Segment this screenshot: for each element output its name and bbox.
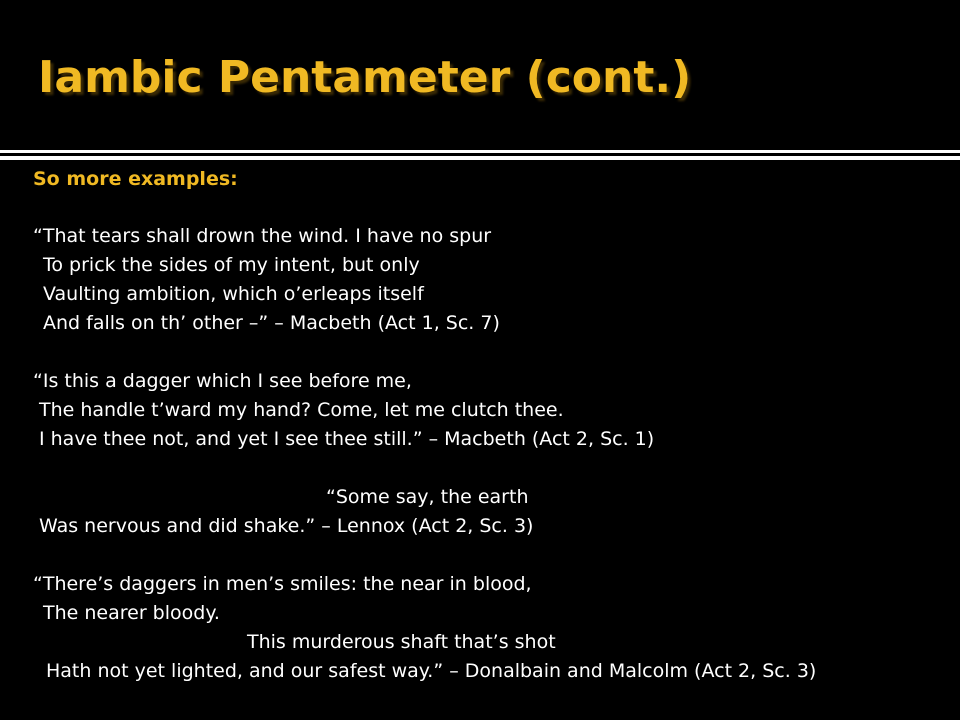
quote-1-line-3: Vaulting ambition, which o’erleaps itself — [43, 283, 424, 305]
quote-1-line-2: To prick the sides of my intent, but only — [43, 254, 420, 276]
quote-4-line-3: This murderous shaft that’s shot — [247, 631, 556, 653]
quote-4-line-2: The nearer bloody. — [43, 602, 220, 624]
quote-1-line-1: “That tears shall drown the wind. I have no spur — [33, 225, 492, 247]
quote-3-line-2: Was nervous and did shake.” – Lennox (Act 2, Sc. 3) — [39, 515, 534, 537]
slide-title: Iambic Pentameter (cont.) — [38, 52, 692, 103]
quote-3-line-1: “Some say, the earth — [326, 486, 529, 508]
quote-4-line-4: Hath not yet lighted, and our safest way.” – Donalbain and Malcolm (Act 2, Sc. 3) — [46, 660, 817, 682]
quote-2-line-1: “Is this a dagger which I see before me, — [33, 370, 412, 392]
quote-4-line-1: “There’s daggers in men’s smiles: the near in blood, — [33, 573, 532, 595]
section-heading: So more examples: — [33, 168, 238, 190]
quote-1-line-4: And falls on th’ other –” – Macbeth (Act 1, Sc. 7) — [43, 312, 500, 334]
quote-2-line-3: I have thee not, and yet I see thee still.” – Macbeth (Act 2, Sc. 1) — [39, 428, 655, 450]
quote-2-line-2: The handle t’ward my hand? Come, let me clutch thee. — [39, 399, 564, 421]
